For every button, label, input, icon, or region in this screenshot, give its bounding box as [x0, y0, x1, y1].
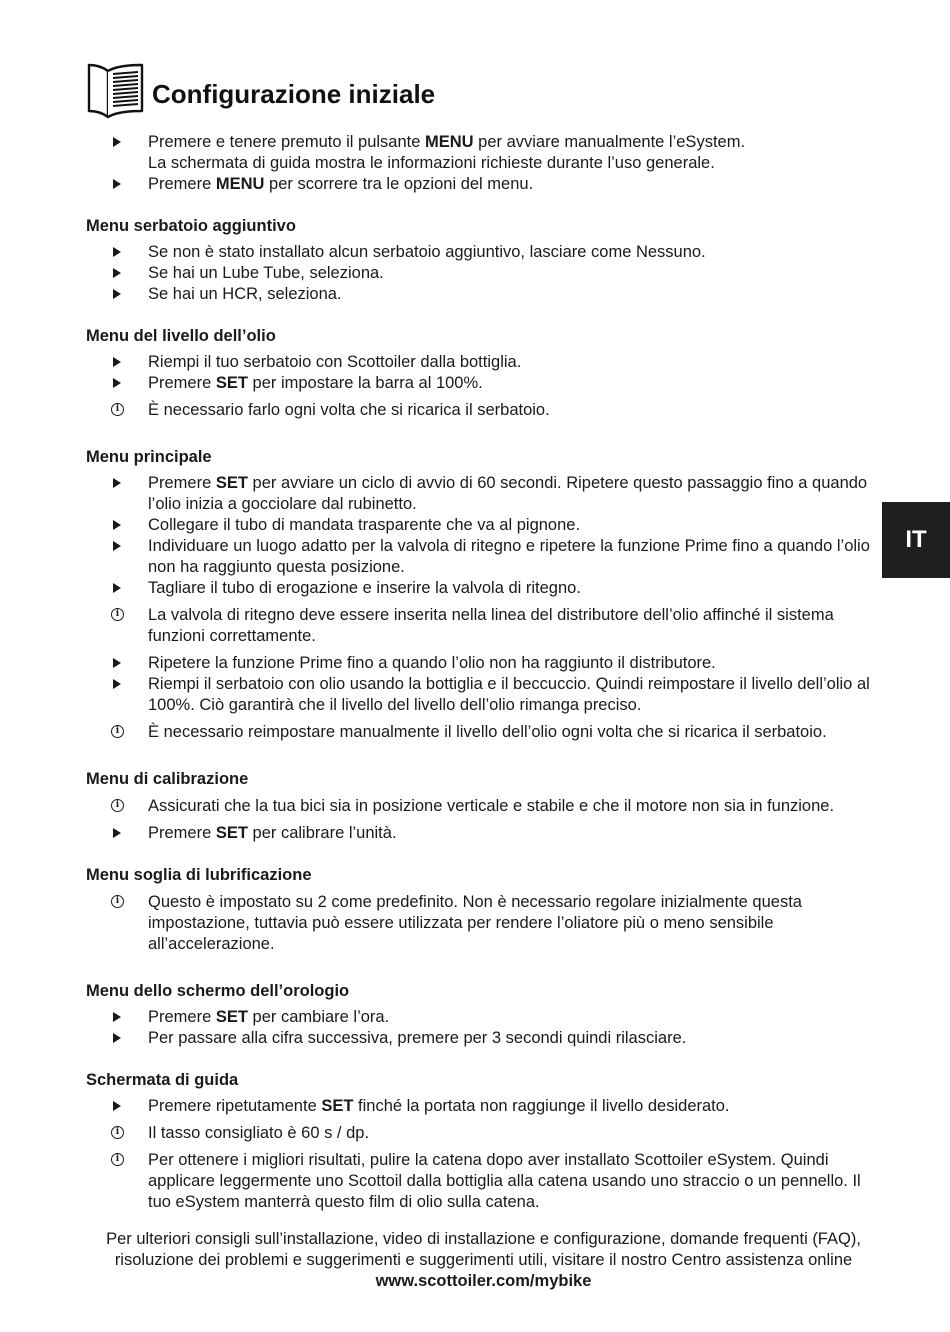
- item-text: finché la portata non raggiunge il livello desiderato.: [353, 1097, 730, 1115]
- item-text: È necessario farlo ogni volta che si ricarica il serbatoio.: [148, 401, 550, 419]
- item-text: È necessario reimpostare manualmente il livello dell’olio ogni volta che si ricarica il serbatoio.: [148, 723, 827, 741]
- button-name: SET: [215, 1008, 248, 1026]
- item-text: Assicurati che la tua bici sia in posizione verticale e stabile e che il motore non sia in funzione.: [148, 797, 835, 815]
- instructions-body: [86, 132, 881, 1213]
- button-name: SET: [215, 824, 248, 842]
- button-name: MENU: [215, 175, 265, 193]
- bullet-arrow-icon: [113, 1101, 121, 1111]
- list-item: [86, 1007, 881, 1028]
- list-item: [86, 1028, 881, 1049]
- item-text: per calibrare l’unità.: [247, 824, 397, 842]
- bullet-arrow-icon: [113, 658, 121, 668]
- bullet-arrow-icon: [113, 583, 121, 593]
- button-name: MENU: [424, 133, 474, 151]
- bullet-arrow-icon: [113, 1033, 121, 1043]
- info-item: [86, 1150, 881, 1213]
- item-text: Premere: [148, 374, 216, 392]
- item-text: per scorrere tra le opzioni del menu.: [264, 175, 534, 193]
- list-item: [86, 263, 881, 284]
- info-icon: i: [111, 799, 124, 812]
- item-text: Per passare alla cifra successiva, premere per 3 secondi quindi rilasciare.: [148, 1029, 687, 1047]
- button-name: SET: [215, 474, 248, 492]
- bullet-arrow-icon: [113, 179, 121, 189]
- item-text: Ripetere la funzione Prime fino a quando l’olio non ha raggiunto il distributore.: [148, 654, 716, 672]
- info-icon: i: [111, 895, 124, 908]
- item-text: Se hai un HCR, seleziona.: [148, 285, 342, 303]
- section: [86, 769, 881, 844]
- bullet-arrow-icon: [113, 478, 121, 488]
- list-item: [86, 578, 881, 599]
- info-item: [86, 796, 881, 817]
- support-link[interactable]: www.scottoiler.com/mybike: [375, 1272, 592, 1290]
- info-item: [86, 892, 881, 955]
- bullet-arrow-icon: [113, 357, 121, 367]
- bullet-arrow-icon: [113, 137, 121, 147]
- list-item: [86, 473, 881, 515]
- page-header: [86, 60, 435, 124]
- list-item: [86, 653, 881, 674]
- section: [86, 865, 881, 955]
- footer-text: Per ulteriori consigli sull’installazione, video di installazione e configurazione, domande frequenti (FAQ), risoluzione dei problemi e suggerimenti e suggerimenti utili, visitare il nostro Centro assistenza online: [106, 1230, 861, 1269]
- section: [86, 981, 881, 1049]
- section-title: Menu soglia di lubrificazione: [86, 866, 312, 884]
- info-icon: i: [111, 608, 124, 621]
- item-text: Questo è impostato su 2 come predefinito. Non è necessario regolare inizialmente questa impostazione, tuttavia può essere utilizzata per rendere l’oliatore più o meno sensibile all’accelerazione.: [148, 893, 802, 953]
- item-text: La schermata di guida mostra le informazioni richieste durante l’uso generale.: [148, 154, 715, 172]
- info-item: [86, 722, 881, 743]
- info-item: [86, 1123, 881, 1144]
- list-item: [86, 373, 881, 394]
- intro-list: [86, 132, 881, 195]
- bullet-arrow-icon: [113, 1012, 121, 1022]
- bullet-arrow-icon: [113, 247, 121, 257]
- item-text: Riempi il serbatoio con olio usando la bottiglia e il beccuccio. Quindi reimpostare il livello dell’olio al 100%. Ciò garantirà che il livello del livello dell’olio rimanga preciso.: [148, 675, 870, 714]
- item-text: Per ottenere i migliori risultati, pulire la catena dopo aver installato Scottoiler eSystem. Quindi applicare leggermente uno Scottoil dalla bottiglia alla catena usando uno straccio o un pennello. Il tuo eSystem manterrà questo film di olio sulla catena.: [148, 1151, 861, 1211]
- item-text: Premere: [148, 175, 216, 193]
- item-text: per avviare un ciclo di avvio di 60 secondi. Ripetere questo passaggio fino a quando l’olio inizia a gocciolare dal rubinetto.: [148, 474, 868, 513]
- list-item: [86, 174, 881, 195]
- list-item: [86, 352, 881, 373]
- button-name: SET: [321, 1097, 354, 1115]
- item-text: Collegare il tubo di mandata trasparente che va al pignone.: [148, 516, 581, 534]
- list-item: [86, 1096, 881, 1117]
- info-icon: i: [111, 403, 124, 416]
- item-text: Se hai un Lube Tube, seleziona.: [148, 264, 384, 282]
- item-text: Il tasso consigliato è 60 s / dp.: [148, 1124, 370, 1142]
- section: [86, 1070, 881, 1213]
- item-text: La valvola di ritegno deve essere inserita nella linea del distributore dell’olio affinché il sistema funzioni correttamente.: [148, 606, 834, 645]
- item-text: Premere: [148, 824, 216, 842]
- info-icon: i: [111, 1126, 124, 1139]
- list-item: [86, 132, 881, 153]
- section-title: Menu di calibrazione: [86, 770, 249, 788]
- item-text: Premere ripetutamente: [148, 1097, 322, 1115]
- section: [86, 326, 881, 421]
- info-icon: i: [111, 725, 124, 738]
- sections: [86, 216, 881, 1213]
- item-text: per avviare manualmente l’eSystem.: [473, 133, 746, 151]
- item-text: Se non è stato installato alcun serbatoio aggiuntivo, lasciare come Nessuno.: [148, 243, 706, 261]
- item-text: per cambiare l’ora.: [247, 1008, 390, 1026]
- list-item: [86, 242, 881, 263]
- item-text: Premere: [148, 474, 216, 492]
- list-item: [86, 153, 881, 174]
- bullet-arrow-icon: [113, 378, 121, 388]
- list-item: [86, 284, 881, 305]
- footer: [86, 1229, 881, 1292]
- section: [86, 447, 881, 743]
- item-text: Tagliare il tubo di erogazione e inserire la valvola di ritegno.: [148, 579, 581, 597]
- section-title: Menu principale: [86, 448, 212, 466]
- item-text: per impostare la barra al 100%.: [247, 374, 483, 392]
- info-item: [86, 605, 881, 647]
- manual-book-icon: [86, 61, 146, 123]
- section: [86, 216, 881, 305]
- button-name: SET: [215, 374, 248, 392]
- item-text: Individuare un luogo adatto per la valvola di ritegno e ripetere la funzione Prime fino a quando l’olio non ha raggiunto questa posizione.: [148, 537, 870, 576]
- bullet-arrow-icon: [113, 268, 121, 278]
- list-item: [86, 674, 881, 716]
- bullet-arrow-icon: [113, 289, 121, 299]
- section-title: Menu dello schermo dell’orologio: [86, 982, 350, 1000]
- info-item: [86, 400, 881, 421]
- bullet-arrow-icon: [113, 520, 121, 530]
- page-title: Configurazione iniziale: [152, 78, 436, 109]
- bullet-arrow-icon: [113, 679, 121, 689]
- bullet-arrow-icon: [113, 828, 121, 838]
- section-title: Menu del livello dell’olio: [86, 327, 276, 345]
- item-text: Premere e tenere premuto il pulsante: [148, 133, 425, 151]
- list-item: [86, 515, 881, 536]
- list-item: [86, 536, 881, 578]
- section-title: Menu serbatoio aggiuntivo: [86, 217, 296, 235]
- item-text: Riempi il tuo serbatoio con Scottoiler dalla bottiglia.: [148, 353, 522, 371]
- bullet-arrow-icon: [113, 541, 121, 551]
- section-title: Schermata di guida: [86, 1071, 239, 1089]
- item-text: Premere: [148, 1008, 216, 1026]
- info-icon: i: [111, 1153, 124, 1166]
- list-item: [86, 823, 881, 844]
- language-tab: IT: [882, 502, 950, 578]
